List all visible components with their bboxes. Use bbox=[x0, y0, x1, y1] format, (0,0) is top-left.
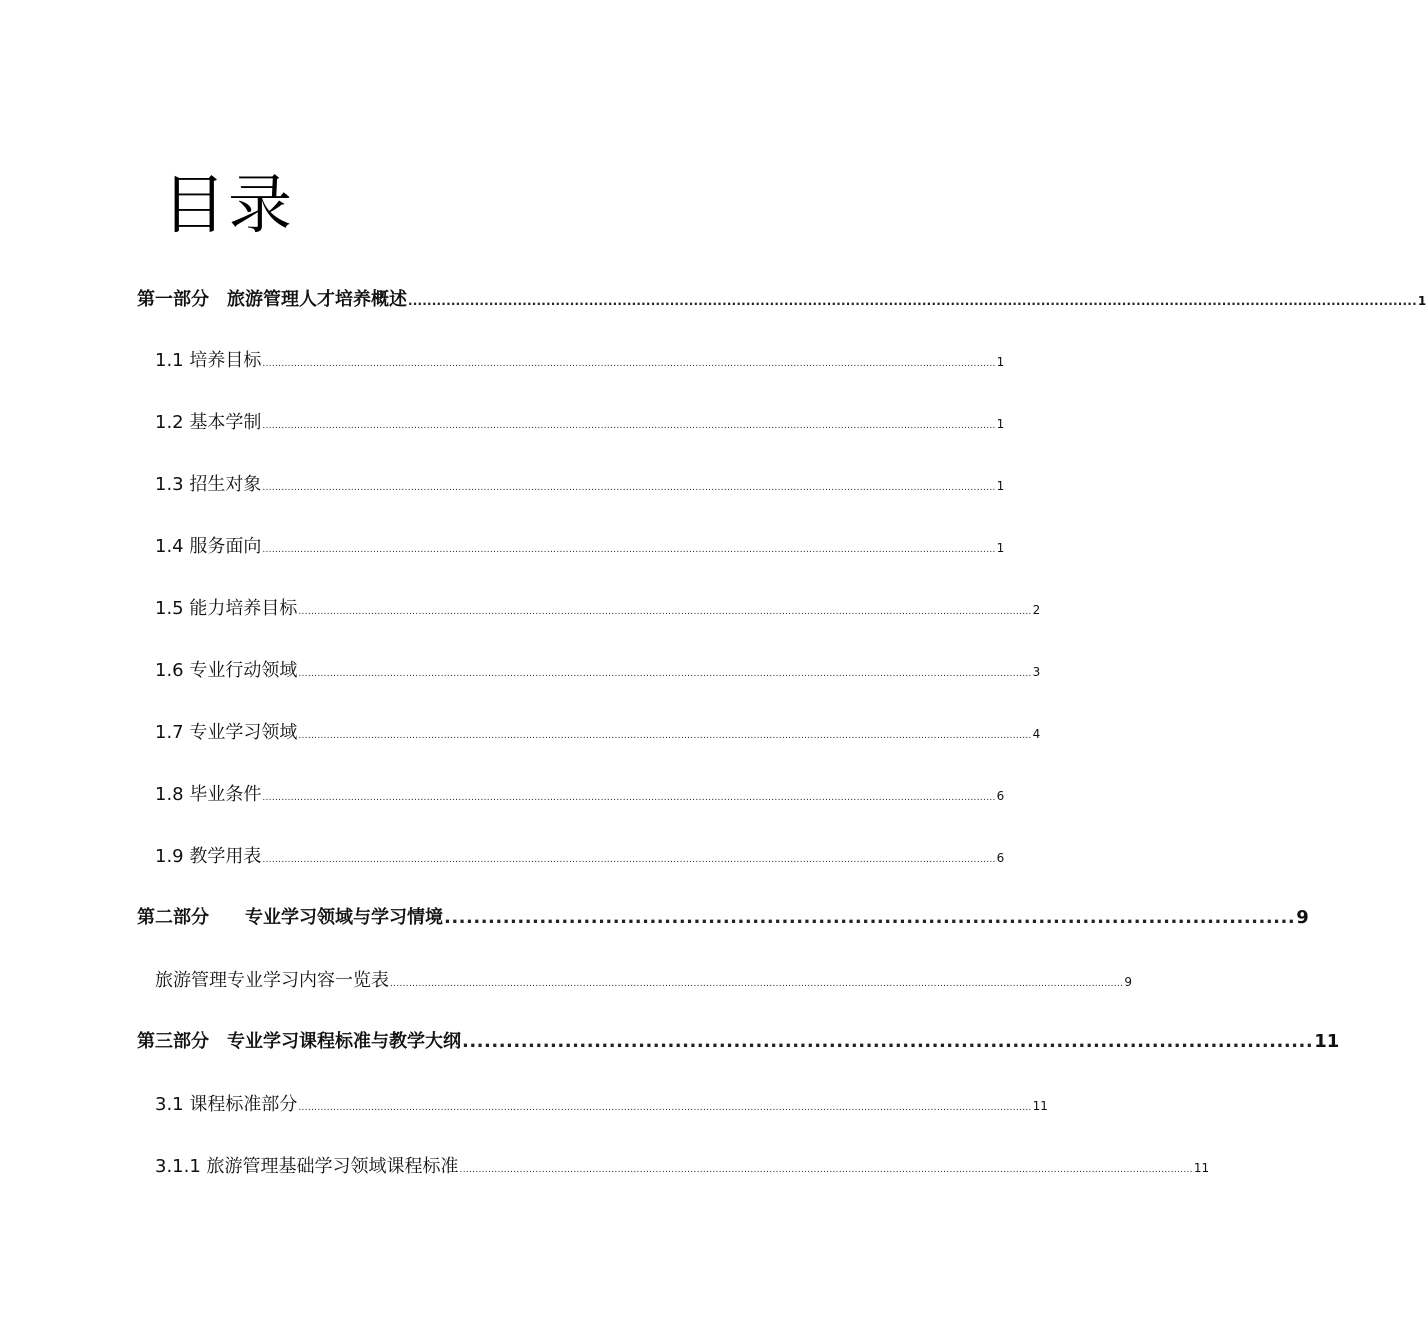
toc-entry-label: 3.1 课程标准部分 bbox=[155, 1094, 298, 1115]
dot-leader: ........................................................................................................................................................................................................................................ bbox=[262, 793, 996, 803]
toc-entry-page: 1 bbox=[996, 417, 1005, 431]
toc-entry-1-4[interactable] bbox=[155, 532, 1005, 558]
toc-entry-label: 1.8 毕业条件 bbox=[155, 784, 262, 805]
toc-entry-page: 2 bbox=[1032, 603, 1041, 617]
toc-entry-part-2[interactable] bbox=[137, 903, 1309, 929]
toc-entry-3-1-1[interactable] bbox=[155, 1152, 1210, 1178]
toc-entry-label: 3.1.1 旅游管理基础学习领域课程标准 bbox=[155, 1156, 459, 1177]
toc-entry-label: 第三部分 专业学习课程标准与教学大纲 bbox=[137, 1031, 461, 1052]
dot-leader: ........................................................................................................................................................................................................................................ bbox=[298, 1103, 1032, 1113]
toc-entry-1-5[interactable] bbox=[155, 594, 1041, 620]
dot-leader: .................................................................................................................... bbox=[462, 1031, 1314, 1052]
toc-entry-overview-table[interactable] bbox=[155, 966, 1132, 992]
toc-entry-1-1[interactable] bbox=[155, 346, 1005, 372]
toc-entry-page: 9 bbox=[1296, 907, 1309, 928]
toc-entry-1-3[interactable] bbox=[155, 470, 1005, 496]
toc-entry-label: 旅游管理专业学习内容一览表 bbox=[155, 970, 389, 991]
dot-leader: .................................................................................................................................................................................................................... bbox=[408, 294, 1417, 308]
dot-leader: ........................................................................................................................................................................................................................................ bbox=[298, 607, 1032, 617]
toc-entry-label: 1.3 招生对象 bbox=[155, 474, 262, 495]
dot-leader: ........................................................................................................................................................................................................................................ bbox=[262, 483, 996, 493]
toc-entry-page: 1 bbox=[1417, 294, 1426, 308]
dot-leader: ........................................................................................................................................................................................................................................ bbox=[262, 855, 996, 865]
toc-entry-label: 1.1 培养目标 bbox=[155, 350, 262, 371]
toc-entry-1-7[interactable] bbox=[155, 718, 1041, 744]
toc-entry-label: 1.4 服务面向 bbox=[155, 536, 262, 557]
toc-entry-3-1[interactable] bbox=[155, 1090, 1048, 1116]
toc-entry-label: 第二部分 专业学习领域与学习情境 bbox=[137, 907, 443, 928]
dot-leader: ........................................................................................................................................................................................................................................ bbox=[298, 669, 1032, 679]
dot-leader: ........................................................................................................................................................................................................................................ bbox=[262, 545, 996, 555]
toc-entry-1-9[interactable] bbox=[155, 842, 1005, 868]
toc-title: 目录 bbox=[162, 169, 294, 243]
toc-entry-page: 1 bbox=[996, 541, 1005, 555]
dot-leader: ........................................................................................................................................................................................................................................ bbox=[262, 421, 996, 431]
toc-entry-part-3[interactable] bbox=[137, 1027, 1340, 1053]
dot-leader: ........................................................................................................................................................................................................................................ bbox=[390, 979, 1124, 989]
toc-entry-1-6[interactable] bbox=[155, 656, 1041, 682]
toc-entry-label: 1.6 专业行动领域 bbox=[155, 660, 298, 681]
toc-entry-label: 1.2 基本学制 bbox=[155, 412, 262, 433]
toc-entry-page: 4 bbox=[1032, 727, 1041, 741]
toc-entry-page: 11 bbox=[1193, 1161, 1210, 1175]
dot-leader: .................................................................................................................... bbox=[444, 907, 1296, 928]
toc-entry-page: 6 bbox=[996, 851, 1005, 865]
toc-entry-label: 1.5 能力培养目标 bbox=[155, 598, 298, 619]
toc-entry-1-8[interactable] bbox=[155, 780, 1005, 806]
toc-entry-page: 6 bbox=[996, 789, 1005, 803]
toc-entry-page: 11 bbox=[1032, 1099, 1048, 1113]
toc-entry-label: 第一部分 旅游管理人才培养概述 bbox=[137, 289, 407, 310]
toc-entry-page: 11 bbox=[1314, 1031, 1340, 1052]
toc-entry-page: 1 bbox=[996, 355, 1005, 369]
toc-entry-label: 1.7 专业学习领域 bbox=[155, 722, 298, 743]
dot-leader: ........................................................................................................................................................................................................................................ bbox=[262, 359, 996, 369]
toc-entry-page: 1 bbox=[996, 479, 1005, 493]
dot-leader: ........................................................................................................................................................................................................................................ bbox=[459, 1165, 1193, 1175]
toc-entry-page: 9 bbox=[1124, 975, 1132, 989]
toc-entry-1-2[interactable] bbox=[155, 408, 1005, 434]
toc-entry-part-1[interactable] bbox=[137, 285, 1426, 311]
toc-entry-page: 3 bbox=[1032, 665, 1041, 679]
dot-leader: ........................................................................................................................................................................................................................................ bbox=[298, 731, 1032, 741]
toc-entry-label: 1.9 教学用表 bbox=[155, 846, 262, 867]
